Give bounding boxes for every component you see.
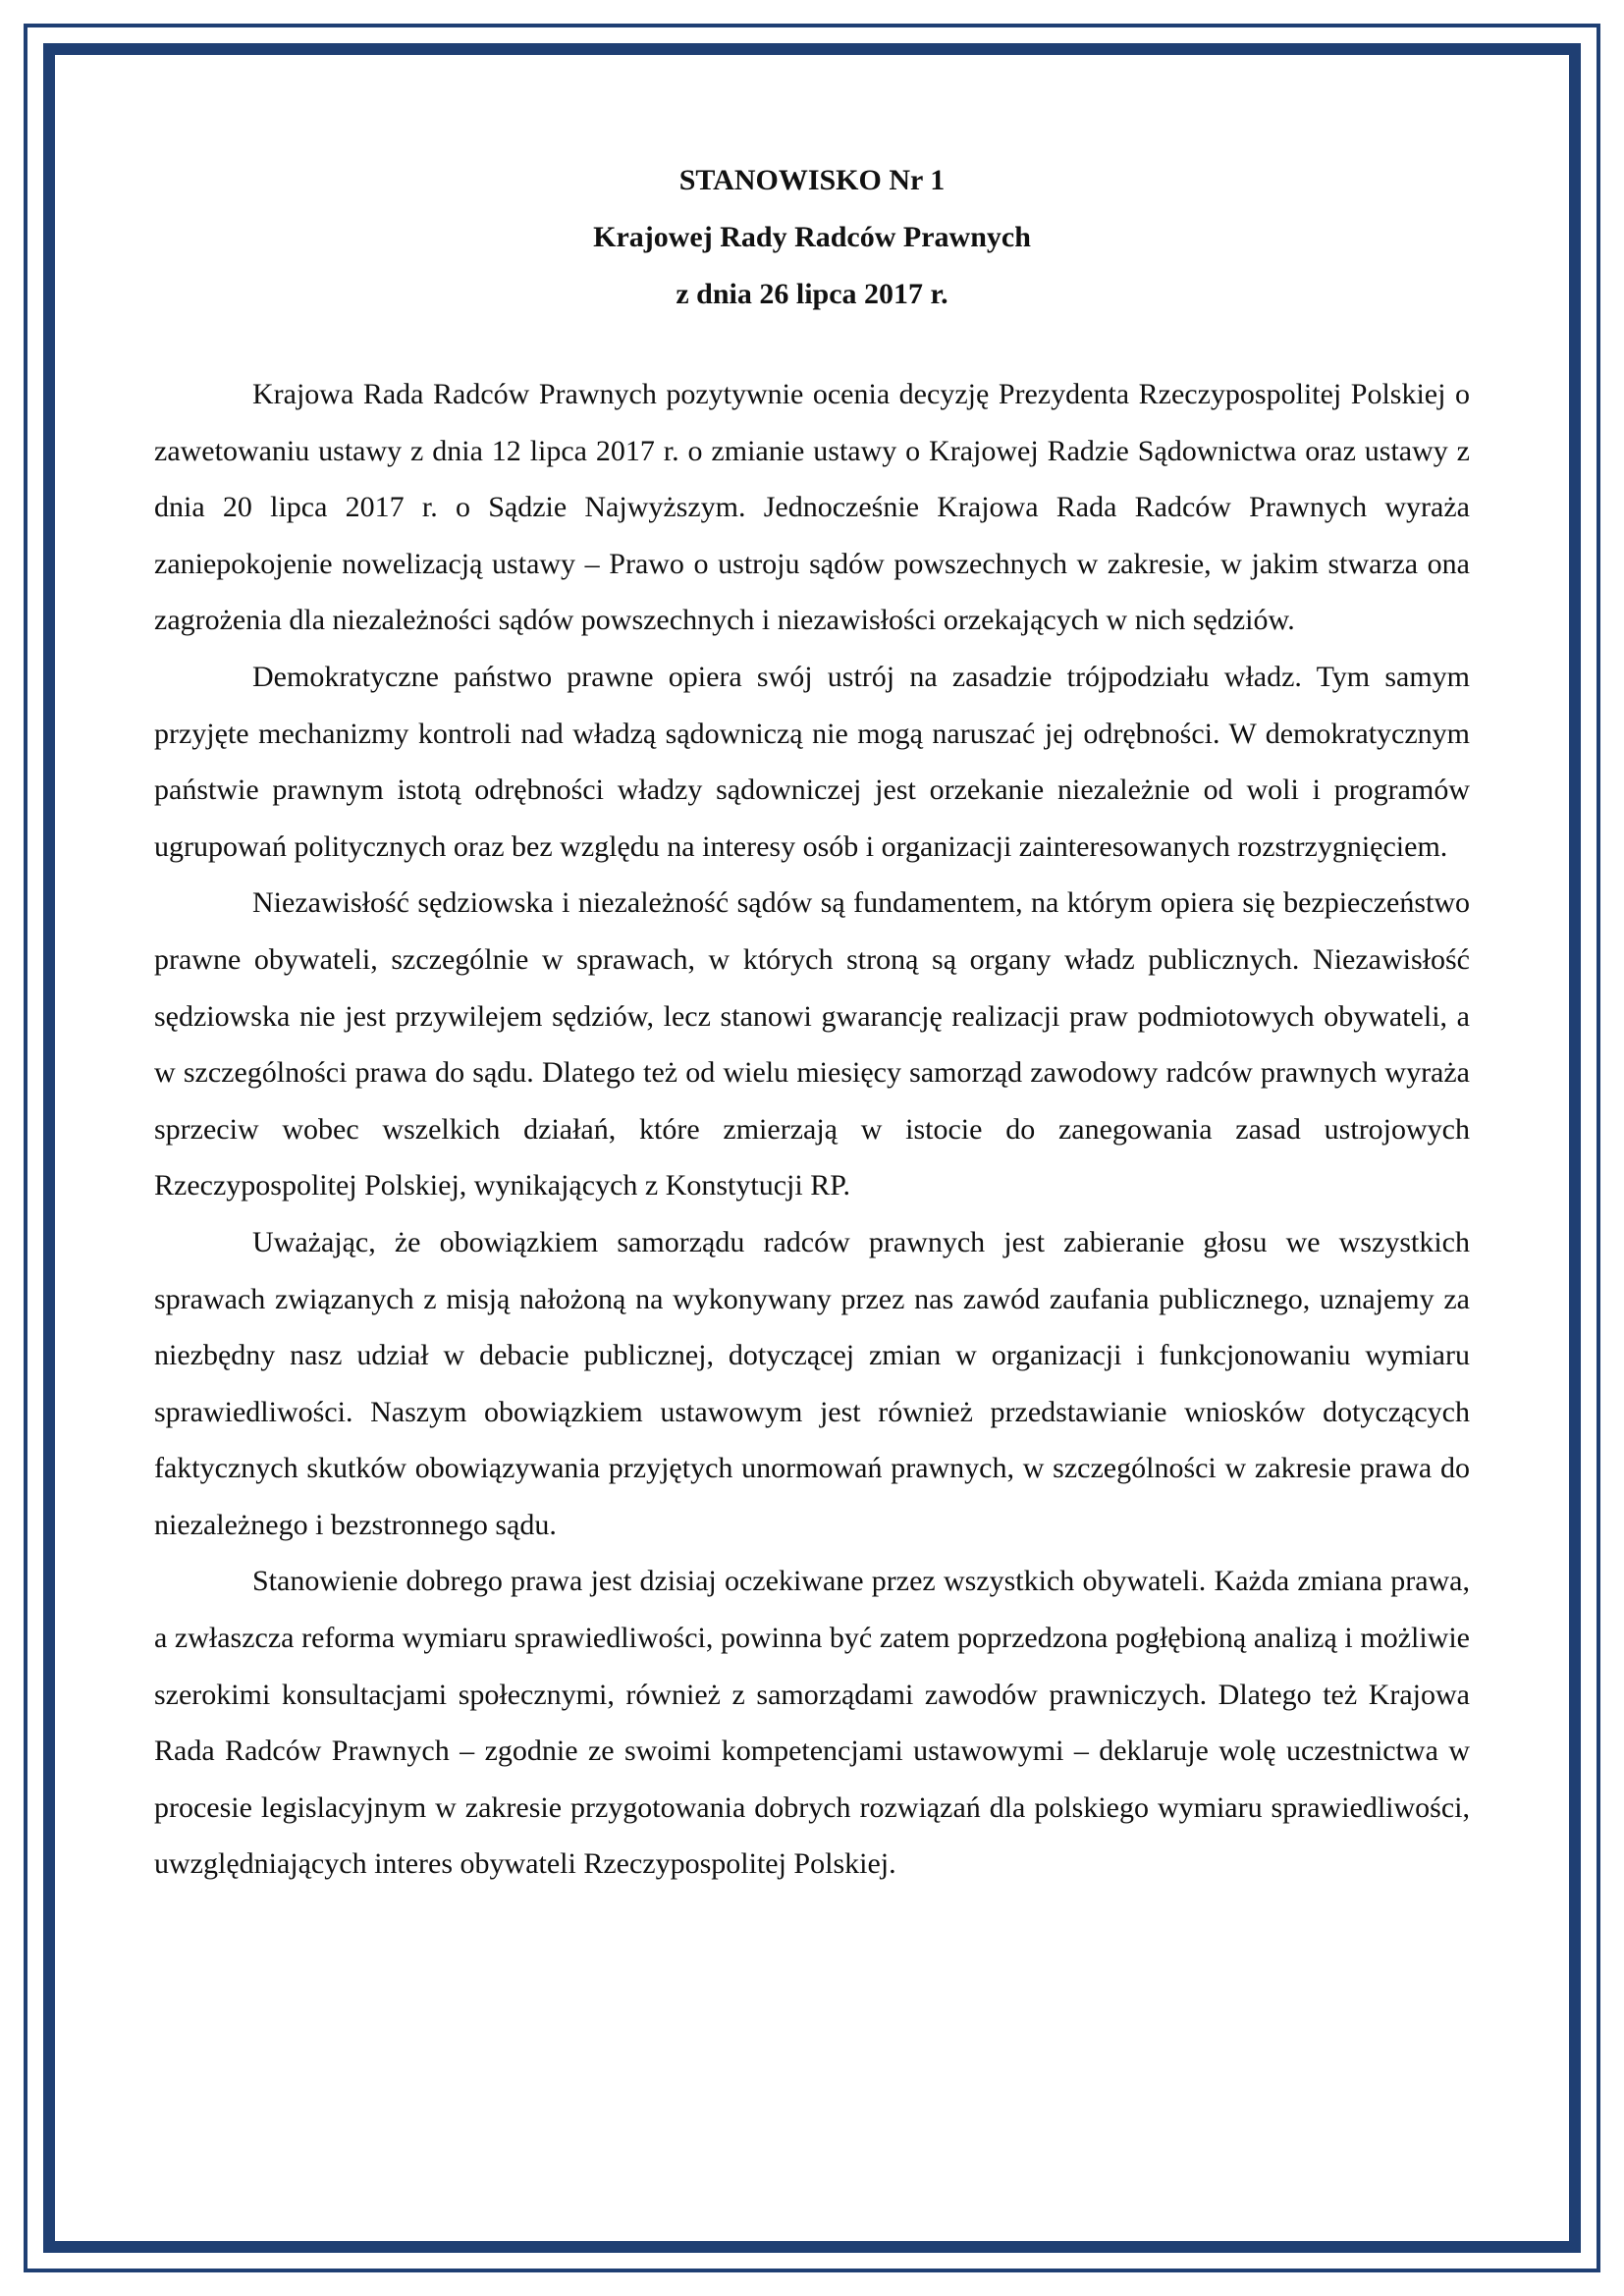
heading-date: z dnia 26 lipca 2017 r.	[676, 278, 948, 310]
document-content	[154, 152, 1470, 1893]
heading-issuer: Krajowej Rady Radców Prawnych	[593, 221, 1031, 253]
paragraph-2: Demokratyczne państwo prawne opiera swój ustrój na zasadzie trójpodziału władz. Tym samym przyjęte mechanizmy kontroli nad władzą sądowniczą nie mogą naruszać jej odrębności. W demokratycznym państwie prawnym istotą odrębności władzy sądowniczej jest orzekanie niezależnie od woli i programów ugrupowań politycznych oraz bez względu na interesy osób i organizacji zainteresowanych rozstrzygnięciem.	[154, 660, 1470, 863]
document-heading	[154, 152, 1470, 323]
paragraph-4: Uważając, że obowiązkiem samorządu radców prawnych jest zabieranie głosu we wszystkich sprawach związanych z misją nałożoną na wykonywany przez nas zawód zaufania publicznego, uznajemy za niezbędny nasz udział w debacie publicznej, dotyczącej zmian w organizacji i funkcjonowaniu wymiaru sprawiedliwości. Naszym obowiązkiem ustawowym jest również przedstawianie wniosków dotyczących faktycznych skutków obowiązywania przyjętych unormowań prawnych, w szczególności w zakresie prawa do niezależnego i bezstronnego sądu.	[154, 1225, 1470, 1541]
heading-title: STANOWISKO Nr 1	[678, 164, 946, 196]
document-body	[154, 366, 1470, 1893]
paragraph-3: Niezawisłość sędziowska i niezależność sądów są fundamentem, na którym opiera się bezpieczeństwo prawne obywateli, szczególnie w sprawach, w których stroną są organy władz publicznych. Niezawisłość sędziowska nie jest przywilejem sędziów, lecz stanowi gwarancję realizacji praw podmiotowych obywateli, a w szczególności prawa do sądu. Dlatego też od wielu miesięcy samorząd zawodowy radców prawnych wyraża sprzeciw wobec wszelkich działań, które zmierzają w istocie do zanegowania zasad ustrojowych Rzeczypospolitej Polskiej, wynikających z Konstytucji RP.	[154, 886, 1470, 1202]
paragraph-1: Krajowa Rada Radców Prawnych pozytywnie ocenia decyzję Prezydenta Rzeczypospolitej Polskiej o zawetowaniu ustawy z dnia 12 lipca 2017 r. o zmianie ustawy o Krajowej Radzie Sądownictwa oraz ustawy z dnia 20 lipca 2017 r. o Sądzie Najwyższym. Jednocześnie Krajowa Rada Radców Prawnych wyraża zaniepokojenie nowelizacją ustawy – Prawo o ustroju sądów powszechnych w zakresie, w jakim stwarza ona zagrożenia dla niezależności sądów powszechnych i niezawisłości orzekających w nich sędziów.	[154, 378, 1470, 637]
paragraph-5: Stanowienie dobrego prawa jest dzisiaj oczekiwane przez wszystkich obywateli. Każda zmiana prawa, a zwłaszcza reforma wymiaru sprawiedliwości, powinna być zatem poprzedzona pogłębioną analizą i możliwie szerokimi konsultacjami społecznymi, również z samorządami zawodów prawniczych. Dlatego też Krajowa Rada Radców Prawnych – zgodnie ze swoimi kompetencjami ustawowymi – deklaruje wolę uczestnictwa w procesie legislacyjnym w zakresie przygotowania dobrych rozwiązań dla polskiego wymiaru sprawiedliwości, uwzględniających interes obywateli Rzeczypospolitej Polskiej.	[154, 1565, 1470, 1881]
